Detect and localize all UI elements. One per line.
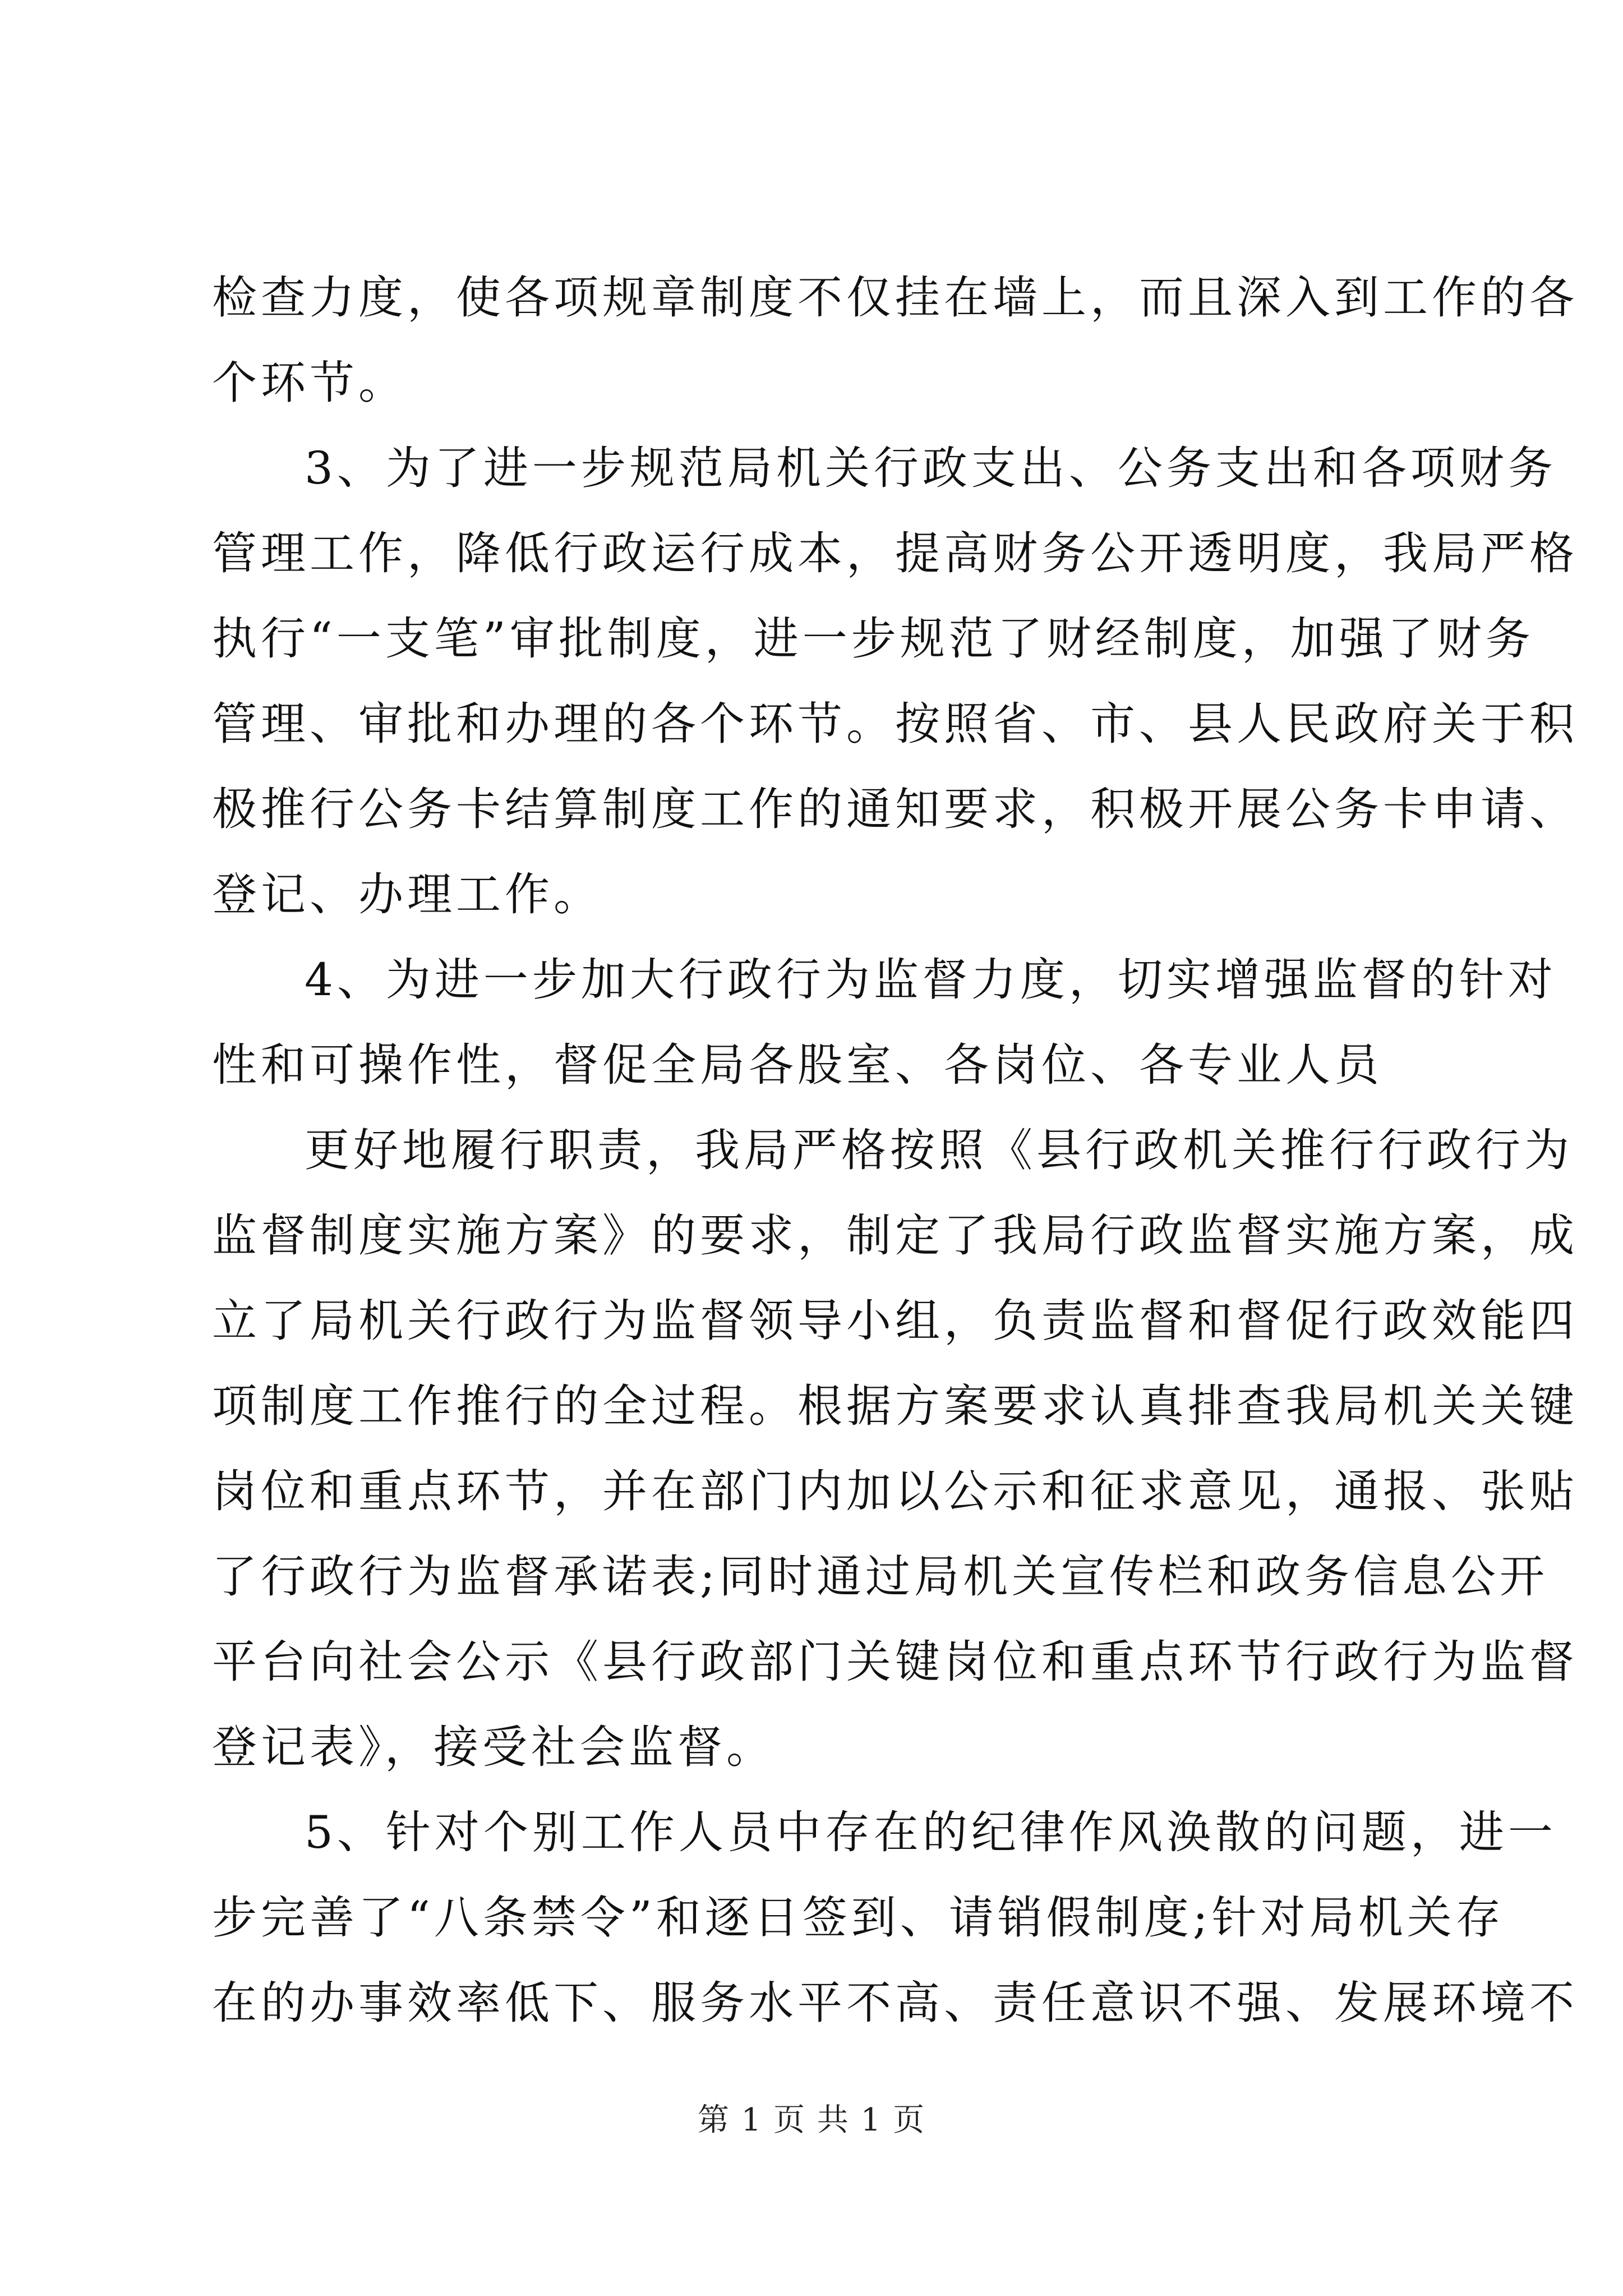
text-line: 监督制度实施方案》的要求，制定了我局行政监督实施方案，成 (212, 1209, 1578, 1262)
text-line: 岗位和重点环节，并在部门内加以公示和征求意见，通报、张贴 (212, 1465, 1578, 1517)
paragraph-continuation-start: 更好地履行职责，我局严格按照《县行政机关推行行政行为 (305, 1124, 1573, 1176)
paragraph-4-start: 4、为进一步加大行政行为监督力度，切实增强监督的针对 (305, 954, 1557, 1006)
paragraph-5-start: 5、针对个别工作人员中存在的纪律作风涣散的问题，进一 (305, 1806, 1557, 1858)
text-line: 管理工作，降低行政运行成本，提高财务公开透明度，我局严格 (212, 527, 1578, 579)
paragraph-3-start: 3、为了进一步规范局机关行政支出、公务支出和各项财务 (305, 442, 1557, 494)
text-line: 执行“一支笔”审批制度，进一步规范了财经制度，加强了财务 (212, 613, 1534, 665)
text-line: 项制度工作推行的全过程。根据方案要求认真排查我局机关关键 (212, 1380, 1578, 1432)
text-line: 个环节。 (212, 357, 407, 409)
text-line: 极推行公务卡结算制度工作的通知要求，积极开展公务卡申请、 (212, 783, 1578, 835)
page-footer (0, 2098, 1623, 2143)
text-line: 步完善了“八条禁令”和逐日签到、请销假制度;针对局机关存 (212, 1892, 1505, 1944)
text-line: 管理、审批和办理的各个环节。按照省、市、县人民政府关于积 (212, 698, 1578, 750)
text-line: 平台向社会公示《县行政部门关键岗位和重点环节行政行为监督 (212, 1636, 1578, 1688)
text-line: 登记表》，接受社会监督。 (212, 1721, 775, 1773)
text-line: 了行政行为监督承诺表;同时通过局机关宣传栏和政务信息公开 (212, 1550, 1548, 1603)
text-line: 检查力度，使各项规章制度不仅挂在墙上，而且深入到工作的各 (212, 272, 1578, 324)
text-line: 性和可操作性，督促全局各股室、各岗位、各专业人员 (212, 1039, 1383, 1091)
document-body (212, 255, 1578, 2046)
text-line: 在的办事效率低下、服务水平不高、责任意识不强、发展环境不 (212, 1977, 1578, 2029)
text-line: 登记、办理工作。 (212, 868, 602, 921)
text-line: 立了局机关行政行为监督领导小组，负责监督和督促行政效能四 (212, 1295, 1578, 1347)
page-number-label: 第 1 页 共 1 页 (697, 2102, 926, 2138)
